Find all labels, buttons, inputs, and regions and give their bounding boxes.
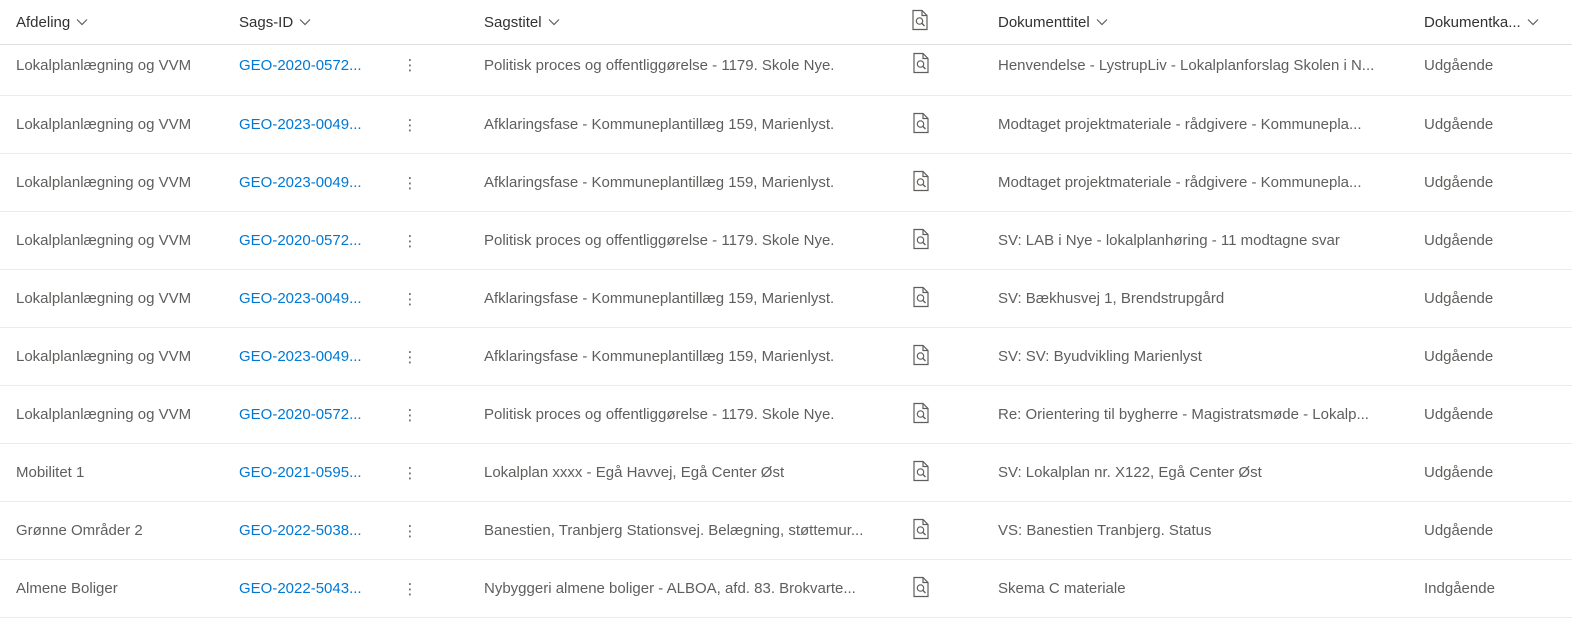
- dokumenttitel-text[interactable]: VS: Banestien Tranbjerg. Status: [998, 522, 1212, 539]
- table-row[interactable]: [0, 444, 1572, 502]
- cell-dokumentkategori: [1424, 96, 1564, 153]
- cell-dokumenttitel[interactable]: [998, 444, 1398, 501]
- sagstitel-text: Afklaringsfase - Kommuneplantillæg 159, Marienlyst.: [484, 116, 835, 133]
- sagstitel-text: Nybyggeri almene boliger - ALBOA, afd. 83. Brokvarte...: [484, 580, 856, 597]
- afdeling-text: Lokalplanlægning og VVM: [16, 232, 192, 249]
- sagstitel-text: Banestien, Tranbjerg Stationsvej. Belægning, støttemur...: [484, 522, 864, 539]
- afdeling-text: Lokalplanlægning og VVM: [16, 116, 192, 133]
- sagstitel-text: Afklaringsfase - Kommuneplantillæg 159, Marienlyst.: [484, 290, 835, 307]
- cell-dokumentkategori: [1424, 560, 1564, 617]
- more-options-button[interactable]: [400, 270, 420, 327]
- dokumentkategori-text: Udgående: [1424, 232, 1494, 249]
- more-options-button[interactable]: [400, 96, 420, 153]
- cell-dokumenttitel[interactable]: [998, 270, 1398, 327]
- table-row[interactable]: [0, 270, 1572, 328]
- cell-dokumentkategori: [1424, 386, 1564, 443]
- cell-sags-id-link[interactable]: [239, 444, 369, 501]
- document-preview-icon: [911, 460, 931, 486]
- cell-dokumenttitel[interactable]: [998, 386, 1398, 443]
- dokumentkategori-text: Udgående: [1424, 116, 1494, 133]
- dokumenttitel-text[interactable]: Skema C materiale: [998, 580, 1126, 597]
- cell-sagstitel: [484, 96, 884, 153]
- sags-id-link[interactable]: GEO-2023-0049...: [239, 174, 362, 191]
- document-preview-icon: [911, 402, 931, 428]
- cell-sagstitel: [484, 270, 884, 327]
- column-header-sagstitel[interactable]: [484, 0, 560, 44]
- cell-dokumentkategori: [1424, 502, 1564, 559]
- cell-sags-id-link[interactable]: [239, 154, 369, 211]
- cell-dokumentkategori: [1424, 328, 1564, 385]
- more-vertical-icon: ⋮: [402, 580, 418, 598]
- document-preview-icon: [911, 344, 931, 370]
- sags-id-link[interactable]: GEO-2022-5043...: [239, 580, 362, 597]
- cell-dokumenttitel[interactable]: [998, 328, 1398, 385]
- document-preview-button[interactable]: [910, 96, 932, 153]
- cell-dokumenttitel[interactable]: [998, 212, 1398, 269]
- afdeling-text: Lokalplanlægning og VVM: [16, 174, 192, 191]
- dokumenttitel-text[interactable]: Re: Orientering til bygherre - Magistratsmøde - Lokalp...: [998, 406, 1369, 423]
- cell-afdeling: [16, 444, 226, 501]
- more-options-button[interactable]: [400, 386, 420, 443]
- afdeling-text: Lokalplanlægning og VVM: [16, 56, 192, 74]
- more-vertical-icon: ⋮: [402, 174, 418, 192]
- column-header-preview[interactable]: [910, 0, 930, 44]
- cell-dokumenttitel[interactable]: [998, 502, 1398, 559]
- more-vertical-icon: ⋮: [402, 464, 418, 482]
- document-preview-button[interactable]: [910, 386, 932, 443]
- column-header-sags-id[interactable]: [239, 0, 311, 44]
- dokumenttitel-text[interactable]: Henvendelse - LystrupLiv - Lokalplanforslag Skolen i N...: [998, 56, 1375, 74]
- table-row[interactable]: [0, 328, 1572, 386]
- table-row[interactable]: [0, 212, 1572, 270]
- sagstitel-text: Politisk proces og offentliggørelse - 1179. Skole Nye.: [484, 56, 835, 74]
- column-header-row: [0, 0, 1572, 45]
- more-options-button[interactable]: [400, 560, 420, 617]
- sags-id-link[interactable]: GEO-2023-0049...: [239, 116, 362, 133]
- cell-sags-id-link[interactable]: [239, 212, 369, 269]
- document-preview-icon: [911, 170, 931, 196]
- document-preview-icon: [911, 112, 931, 138]
- cell-sagstitel: [484, 328, 884, 385]
- dokumentkategori-text: Udgående: [1424, 464, 1494, 481]
- sagstitel-text: Politisk proces og offentliggørelse - 1179. Skole Nye.: [484, 406, 835, 423]
- dokumenttitel-text[interactable]: SV: LAB i Nye - lokalplanhøring - 11 modtagne svar: [998, 232, 1340, 249]
- document-preview-button[interactable]: [910, 444, 932, 501]
- dokumenttitel-text[interactable]: SV: SV: Byudvikling Marienlyst: [998, 348, 1202, 365]
- cell-afdeling: [16, 96, 226, 153]
- chevron-down-icon: [1527, 18, 1539, 26]
- column-header-label: Sagstitel: [484, 13, 542, 31]
- column-header-dokumentkategori[interactable]: [1424, 0, 1539, 44]
- cell-sagstitel: [484, 386, 884, 443]
- cell-sags-id-link[interactable]: [239, 96, 369, 153]
- chevron-down-icon: [76, 18, 88, 26]
- sags-id-link[interactable]: GEO-2021-0595...: [239, 464, 362, 481]
- cell-sagstitel: [484, 444, 884, 501]
- chevron-down-icon: [1096, 18, 1108, 26]
- cell-sagstitel: [484, 212, 884, 269]
- sagstitel-text: Afklaringsfase - Kommuneplantillæg 159, Marienlyst.: [484, 174, 835, 191]
- rows-container: [0, 45, 1572, 618]
- more-vertical-icon: ⋮: [402, 57, 418, 74]
- column-header-afdeling[interactable]: [16, 0, 88, 44]
- document-preview-button[interactable]: [910, 212, 932, 269]
- sags-id-link[interactable]: GEO-2020-0572...: [239, 56, 362, 74]
- more-options-button[interactable]: [400, 212, 420, 269]
- sags-id-link[interactable]: GEO-2023-0049...: [239, 348, 362, 365]
- cell-sagstitel: [484, 560, 884, 617]
- table-row[interactable]: [0, 502, 1572, 560]
- sagstitel-text: Lokalplan xxxx - Egå Havvej, Egå Center Øst: [484, 464, 785, 481]
- document-preview-button[interactable]: [910, 502, 932, 559]
- dokumenttitel-text[interactable]: Modtaget projektmateriale - rådgivere - Kommunepla...: [998, 174, 1362, 191]
- column-header-label: Dokumenttitel: [998, 13, 1090, 31]
- cell-afdeling: [16, 502, 226, 559]
- cell-afdeling: [16, 328, 226, 385]
- table-row[interactable]: [0, 96, 1572, 154]
- column-header-dokumenttitel[interactable]: [998, 0, 1108, 44]
- dokumentkategori-text: Udgående: [1424, 56, 1494, 74]
- afdeling-text: Lokalplanlægning og VVM: [16, 348, 192, 365]
- more-vertical-icon: ⋮: [402, 232, 418, 250]
- document-preview-icon: [911, 576, 931, 602]
- more-options-button[interactable]: [400, 154, 420, 211]
- cell-dokumentkategori: [1424, 212, 1564, 269]
- cell-sagstitel: [484, 502, 884, 559]
- table-row[interactable]: [0, 386, 1572, 444]
- more-vertical-icon: ⋮: [402, 116, 418, 134]
- cell-sags-id-link[interactable]: [239, 386, 369, 443]
- dokumentkategori-text: Udgående: [1424, 290, 1494, 307]
- chevron-down-icon: [299, 18, 311, 26]
- sags-id-link[interactable]: GEO-2020-0572...: [239, 232, 362, 249]
- cell-dokumentkategori: [1424, 444, 1564, 501]
- more-vertical-icon: ⋮: [402, 348, 418, 366]
- cell-dokumenttitel[interactable]: [998, 96, 1398, 153]
- document-preview-button[interactable]: [910, 328, 932, 385]
- cell-sags-id-link[interactable]: [239, 270, 369, 327]
- afdeling-text: Lokalplanlægning og VVM: [16, 290, 192, 307]
- cell-afdeling: [16, 270, 226, 327]
- cell-afdeling: [16, 45, 226, 85]
- cell-dokumenttitel[interactable]: [998, 154, 1398, 211]
- cell-afdeling: [16, 154, 226, 211]
- cell-sagstitel: [484, 154, 884, 211]
- dokumentkategori-text: Udgående: [1424, 348, 1494, 365]
- column-header-label: Dokumentka...: [1424, 13, 1521, 31]
- dokumenttitel-text[interactable]: SV: Bækhusvej 1, Brendstrupgård: [998, 290, 1225, 307]
- cell-sags-id-link[interactable]: [239, 502, 369, 559]
- sagstitel-text: Afklaringsfase - Kommuneplantillæg 159, Marienlyst.: [484, 348, 835, 365]
- document-preview-button[interactable]: [910, 154, 932, 211]
- table-row[interactable]: [0, 560, 1572, 618]
- more-options-button[interactable]: [400, 444, 420, 501]
- cell-afdeling: [16, 560, 226, 617]
- more-vertical-icon: ⋮: [402, 406, 418, 424]
- cell-afdeling: [16, 212, 226, 269]
- more-options-button[interactable]: [400, 502, 420, 559]
- document-preview-icon: [911, 228, 931, 254]
- sags-id-link[interactable]: GEO-2022-5038...: [239, 522, 362, 539]
- cell-dokumentkategori: [1424, 45, 1564, 85]
- sagstitel-text: Politisk proces og offentliggørelse - 1179. Skole Nye.: [484, 232, 835, 249]
- sags-id-link[interactable]: GEO-2020-0572...: [239, 406, 362, 423]
- more-vertical-icon: ⋮: [402, 522, 418, 540]
- more-vertical-icon: ⋮: [402, 290, 418, 308]
- dokumentkategori-text: Udgående: [1424, 174, 1494, 191]
- afdeling-text: Lokalplanlægning og VVM: [16, 406, 192, 423]
- table-row[interactable]: [0, 45, 1572, 96]
- column-header-label: Afdeling: [16, 13, 71, 31]
- cell-sagstitel: [484, 45, 884, 85]
- document-preview-button[interactable]: [910, 45, 932, 85]
- chevron-down-icon: [548, 18, 560, 26]
- cell-sags-id-link[interactable]: [239, 560, 369, 617]
- cell-sags-id-link[interactable]: [239, 328, 369, 385]
- document-preview-icon: [910, 9, 930, 35]
- dokumenttitel-text[interactable]: SV: Lokalplan nr. X122, Egå Center Øst: [998, 464, 1262, 481]
- more-options-button[interactable]: [400, 328, 420, 385]
- sags-id-link[interactable]: GEO-2023-0049...: [239, 290, 362, 307]
- cell-dokumenttitel[interactable]: [998, 560, 1398, 617]
- cell-sags-id-link[interactable]: [239, 45, 369, 85]
- document-preview-icon: [911, 286, 931, 312]
- more-options-button[interactable]: [400, 45, 420, 85]
- document-preview-button[interactable]: [910, 560, 932, 617]
- dokumentkategori-text: Indgående: [1424, 580, 1495, 597]
- document-preview-icon: [911, 518, 931, 544]
- table-row[interactable]: [0, 154, 1572, 212]
- afdeling-text: Mobilitet 1: [16, 464, 85, 481]
- cell-dokumenttitel[interactable]: [998, 45, 1398, 85]
- dokumentkategori-text: Udgående: [1424, 406, 1494, 423]
- document-preview-icon: [911, 52, 931, 78]
- cell-dokumentkategori: [1424, 154, 1564, 211]
- dokumentkategori-text: Udgående: [1424, 522, 1494, 539]
- column-header-label: Sags-ID: [239, 13, 294, 31]
- cell-dokumentkategori: [1424, 270, 1564, 327]
- afdeling-text: Grønne Områder 2: [16, 522, 143, 539]
- afdeling-text: Almene Boliger: [16, 580, 118, 597]
- dokumenttitel-text[interactable]: Modtaget projektmateriale - rådgivere - Kommunepla...: [998, 116, 1362, 133]
- document-preview-button[interactable]: [910, 270, 932, 327]
- cell-afdeling: [16, 386, 226, 443]
